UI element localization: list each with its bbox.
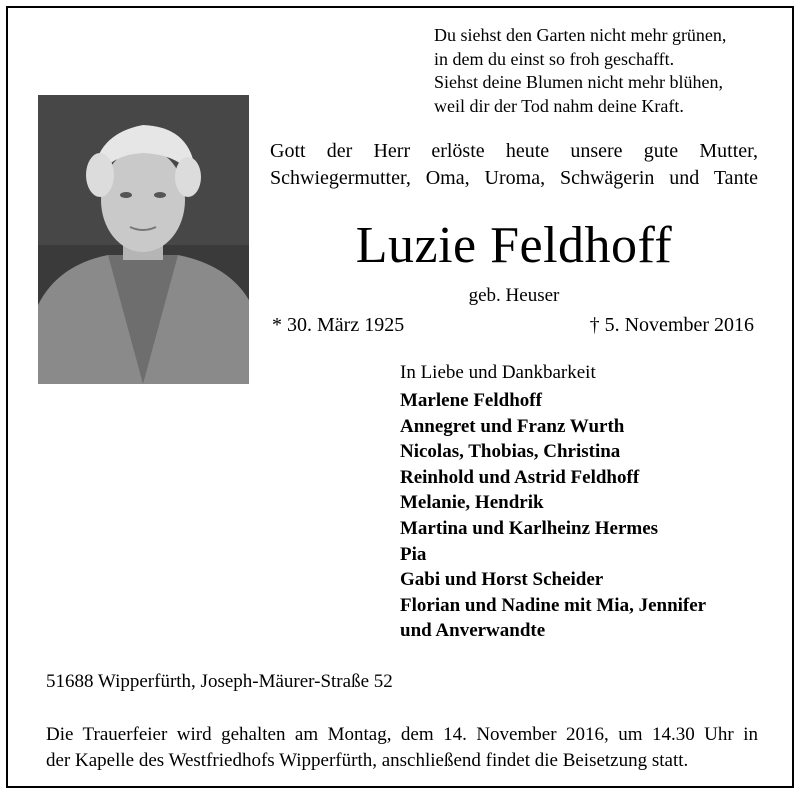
intro-line: Gott der Herr erlöste heute unsere gute Mutter,	[270, 140, 758, 162]
list-item: und Anverwandte	[400, 620, 546, 642]
list-item: Florian und Nadine mit Mia, Jennifer	[400, 594, 707, 616]
list-item: Marlene Feldhoff	[400, 390, 542, 411]
list-item: Nicolas, Thobias, Christina	[400, 441, 621, 463]
deceased-name: Luzie Feldhoff	[355, 217, 673, 274]
funeral-service-info	[46, 722, 758, 774]
family-address: 51688 Wipperfürth, Joseph-Mäurer-Straße 52	[46, 671, 393, 692]
poem-line: in dem du einst so froh geschafft.	[434, 48, 675, 69]
list-item: Reinhold und Astrid Feldhoff	[400, 466, 640, 488]
list-item: Melanie, Hendrik	[400, 492, 544, 514]
poem-line: Siehst deine Blumen nicht mehr blühen,	[434, 72, 723, 92]
list-item: Annegret und Franz Wurth	[400, 415, 625, 437]
obituary-notice	[6, 6, 794, 788]
mourners-heading: In Liebe und Dankbarkeit	[400, 362, 596, 383]
poem-line: weil dir der Tod nahm deine Kraft.	[434, 95, 684, 116]
list-item: Pia	[400, 543, 427, 565]
list-item: Gabi und Horst Scheider	[400, 569, 604, 591]
service-line: Die Trauerfeier wird gehalten am Montag, dem 14. November 2016, um 14.30 Uhr in	[46, 724, 758, 745]
portrait-photo	[38, 95, 249, 384]
mourners-list	[400, 388, 706, 644]
list-item: Martina und Karlheinz Hermes	[400, 517, 659, 539]
portrait-photo-graphic	[38, 95, 249, 384]
death-date: † 5. November 2016	[589, 314, 754, 336]
birth-name: geb. Heuser	[468, 285, 560, 306]
service-line: der Kapelle des Westfriedhofs Wipperfürth, anschließend findet die Beisetzung statt.	[46, 750, 689, 771]
intro-line: Schwiegermutter, Oma, Uroma, Schwägerin und Tante	[270, 167, 758, 189]
birth-date: * 30. März 1925	[272, 314, 405, 336]
poem-line: Du siehst den Garten nicht mehr grünen,	[434, 25, 727, 45]
intro-text	[270, 138, 758, 192]
memorial-poem	[434, 24, 774, 118]
